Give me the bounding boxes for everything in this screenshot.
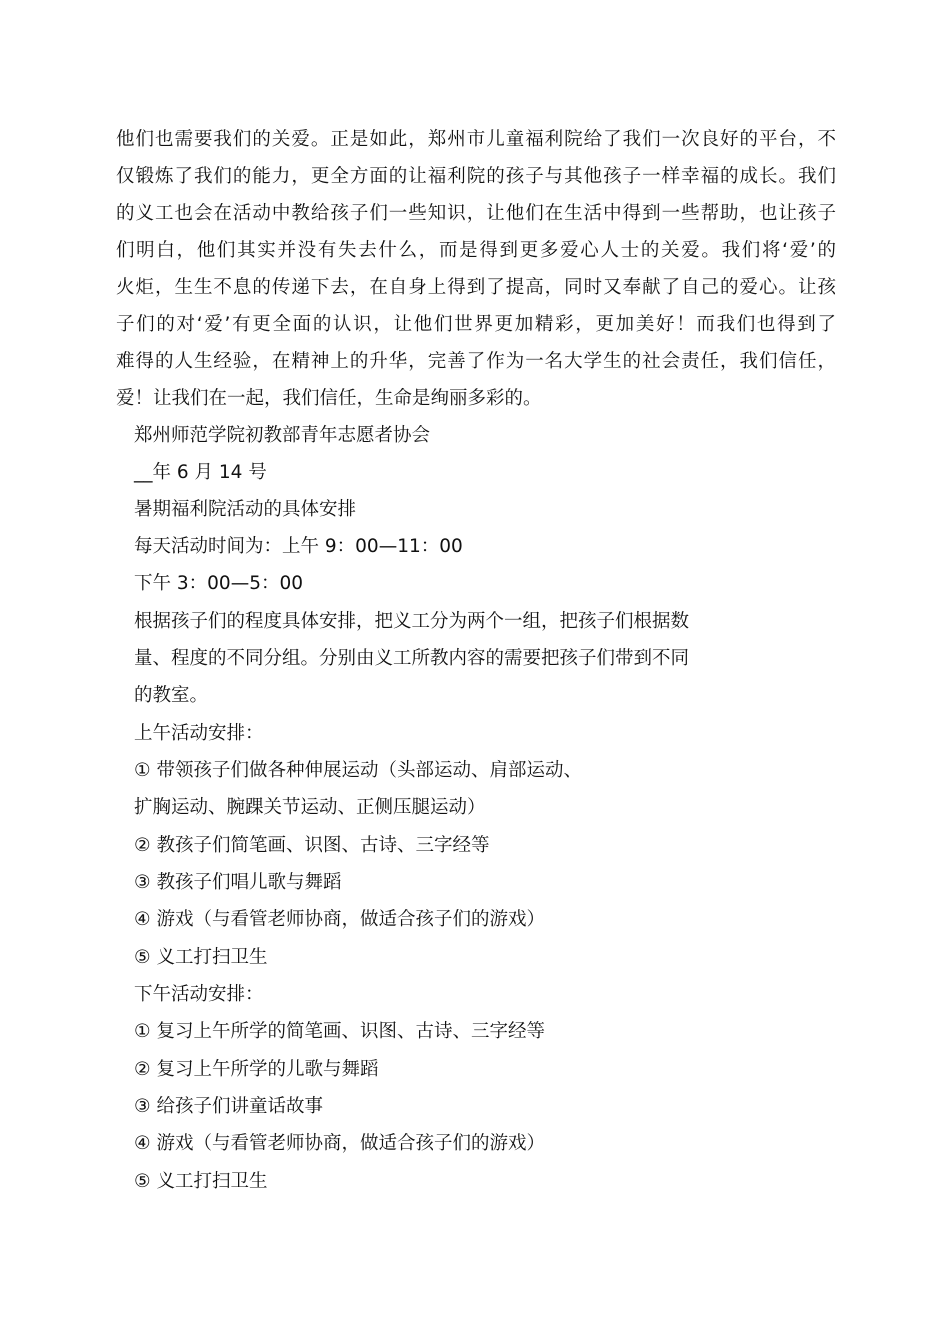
paragraph-line: 的义工也会在活动中教给孩子们一些知识，让他们在生活中得到一些帮助，也让孩子: [116, 203, 836, 224]
paragraph-line: 难得的人生经验，在精神上的升华，完善了作为一名大学生的社会责任，我们信任，: [116, 351, 836, 372]
paragraph-line: 子们的对‘爱’有更全面的认识，让他们世界更加精彩，更加美好！而我们也得到了: [116, 314, 836, 335]
paragraph-line: 火炬，生生不息的传递下去，在自身上得到了提高，同时又奉献了自己的爱心。让孩: [116, 277, 836, 298]
morning-item: ① 带领孩子们做各种伸展运动（头部运动、肩部运动、: [134, 760, 582, 781]
grouping-line: 的教室。: [134, 685, 209, 706]
morning-item: ② 教孩子们简笔画、识图、古诗、三字经等: [134, 835, 490, 856]
afternoon-item: ② 复习上午所学的儿歌与舞蹈: [134, 1059, 379, 1080]
grouping-line: 量、程度的不同分组。分别由义工所教内容的需要把孩子们带到不同: [134, 648, 690, 669]
morning-item: ④ 游戏（与看管老师协商，做适合孩子们的游戏）: [134, 909, 545, 930]
afternoon-heading: 下午活动安排：: [134, 984, 264, 1005]
paragraph-line: 们明白，他们其实并没有失去什么，而是得到更多爱心人士的关爱。我们将‘爱’的: [116, 240, 836, 261]
grouping-line: 根据孩子们的程度具体安排，把义工分为两个一组，把孩子们根据数: [134, 611, 690, 632]
paragraph-line: 他们也需要我们的关爱。正是如此，郑州市儿童福利院给了我们一次良好的平台，不: [116, 129, 836, 150]
schedule-time-morning: 每天活动时间为：上午 9：00—11：00: [134, 536, 463, 557]
paragraph-last-line: 爱！让我们在一起，我们信任，生命是绚丽多彩的。: [116, 388, 542, 409]
schedule-title: 暑期福利院活动的具体安排: [134, 499, 357, 520]
morning-heading: 上午活动安排：: [134, 723, 264, 744]
schedule-time-afternoon: 下午 3：00—5：00: [134, 573, 304, 594]
signature-date: __年 6 月 14 号: [134, 462, 267, 483]
afternoon-item: ① 复习上午所学的简笔画、识图、古诗、三字经等: [134, 1021, 545, 1042]
paragraph-line: 仅锻炼了我们的能力，更全方面的让福利院的孩子与其他孩子一样幸福的成长。我们: [116, 166, 836, 187]
afternoon-item: ③ 给孩子们讲童话故事: [134, 1096, 323, 1117]
afternoon-item: ⑤ 义工打扫卫生: [134, 1171, 268, 1192]
morning-item: ⑤ 义工打扫卫生: [134, 947, 268, 968]
afternoon-item: ④ 游戏（与看管老师协商，做适合孩子们的游戏）: [134, 1133, 545, 1154]
signature-organization: 郑州师范学院初教部青年志愿者协会: [134, 425, 431, 446]
morning-item: 扩胸运动、腕踝关节运动、正侧压腿运动）: [134, 797, 486, 818]
morning-item: ③ 教孩子们唱儿歌与舞蹈: [134, 872, 342, 893]
